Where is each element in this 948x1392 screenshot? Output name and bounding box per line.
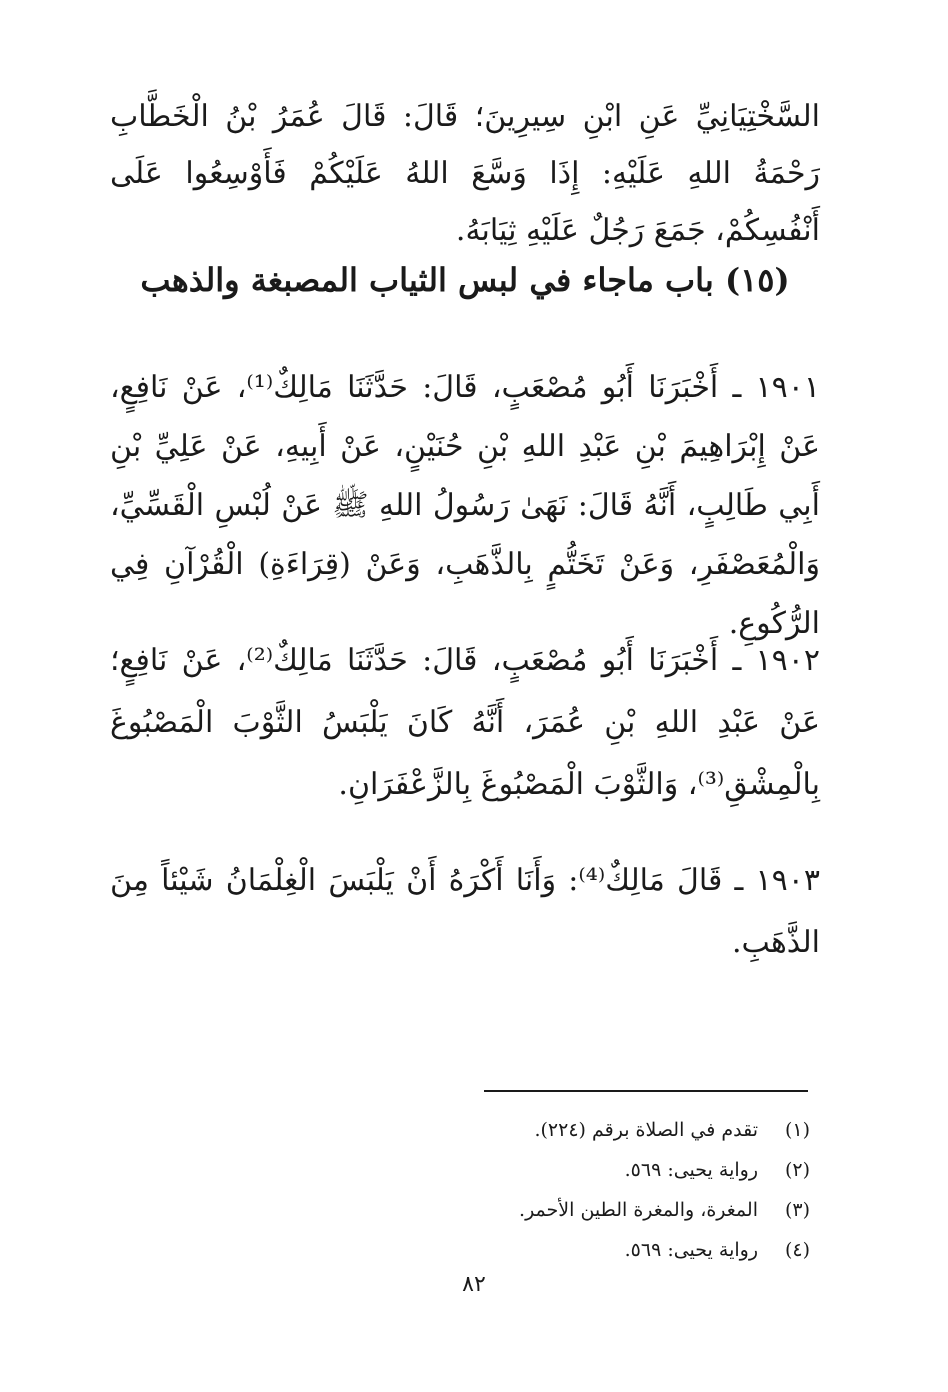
footnote-item: [300, 1110, 810, 1150]
page-number: ٨٢: [462, 1272, 486, 1297]
hadith-text: ـ أَخْبَرَنَا أَبُو مُصْعَبٍ، قَالَ: حَدَّثَنَا مَالِكٌ⁽²⁾، عَنْ نَافِعٍ؛ عَنْ عَبْدِ اللهِ بْنِ عُمَرَ، أَنَّهُ كَانَ يَلْبَسُ الثَّوْبَ الْمَصْبُوغَ بِالْمِشْقِ⁽³⁾، وَالثَّوْبَ الْمَصْبُوغَ بِالزَّعْفَرَانِ.: [110, 643, 820, 802]
footnote-divider: [484, 1090, 808, 1092]
footnotes: [300, 1110, 810, 1270]
hadith-1903: [110, 850, 820, 974]
hadith-1901: [110, 358, 820, 653]
hadith-text: ـ قَالَ مَالِكٌ⁽⁴⁾: وَأَنَا أَكْرَهُ أَنْ يَلْبَسَ الْغِلْمَانُ شَيْئاً مِنَ الذَّهَبِ.: [110, 863, 820, 960]
hadith-number: ١٩٠١: [755, 370, 820, 405]
footnote-item: [300, 1230, 810, 1270]
hadith-number: ١٩٠٣: [755, 863, 820, 898]
chapter-heading: (١٥) باب ماجاء في لبس الثياب المصبغة والذهب: [140, 261, 790, 299]
footnote-marker: (٣): [784, 1199, 810, 1221]
footnote-text: تقدم في الصلاة برقم (٢٢٤).: [534, 1119, 758, 1141]
hadith-number: ١٩٠٢: [755, 643, 820, 678]
footnote-text: رواية يحيى: ٥٦٩.: [624, 1159, 758, 1181]
footnote-item: [300, 1150, 810, 1190]
footnote-item: [300, 1190, 810, 1230]
hadith-text: ـ أَخْبَرَنَا أَبُو مُصْعَبٍ، قَالَ: حَدَّثَنَا مَالِكٌ⁽¹⁾، عَنْ نَافِعٍ، عَنْ إِبْرَاهِيمَ بْنِ عَبْدِ اللهِ بْنِ حُنَيْنٍ، عَنْ أَبِيهِ، عَنْ عَلِيِّ بْنِ أَبِي طَالِبٍ، أَنَّهُ قَالَ: نَهَىٰ رَسُولُ اللهِ ﷺ عَنْ لُبْسِ الْقَسِّيِّ، وَالْمُعَصْفَرِ، وَعَنْ تَخَتُّمٍ بِالذَّهَبِ، وَعَنْ (قِرَاءَةِ) الْقُرْآنِ فِي الرُّكُوعِ.: [110, 370, 820, 641]
intro-text: السَّخْتِيَانِيِّ عَنِ ابْنِ سِيرِينَ؛ قَالَ: قَالَ عُمَرُ بْنُ الْخَطَّابِ رَحْمَةُ اللهِ عَلَيْهِ: إِذَا وَسَّعَ اللهُ عَلَيْكُمْ فَأَوْسِعُوا عَلَى أَنْفُسِكُمْ، جَمَعَ رَجُلٌ عَلَيْهِ ثِيَابَهُ.: [110, 99, 820, 248]
footnote-text: المغرة، والمغرة الطين الأحمر.: [519, 1199, 758, 1221]
footnote-marker: (١): [784, 1119, 810, 1141]
footnote-text: رواية يحيى: ٥٦٩.: [624, 1239, 758, 1261]
footnote-marker: (٢): [784, 1159, 810, 1181]
hadith-1902: [110, 630, 820, 816]
intro-paragraph: [110, 88, 820, 259]
footnote-marker: (٤): [784, 1239, 810, 1261]
